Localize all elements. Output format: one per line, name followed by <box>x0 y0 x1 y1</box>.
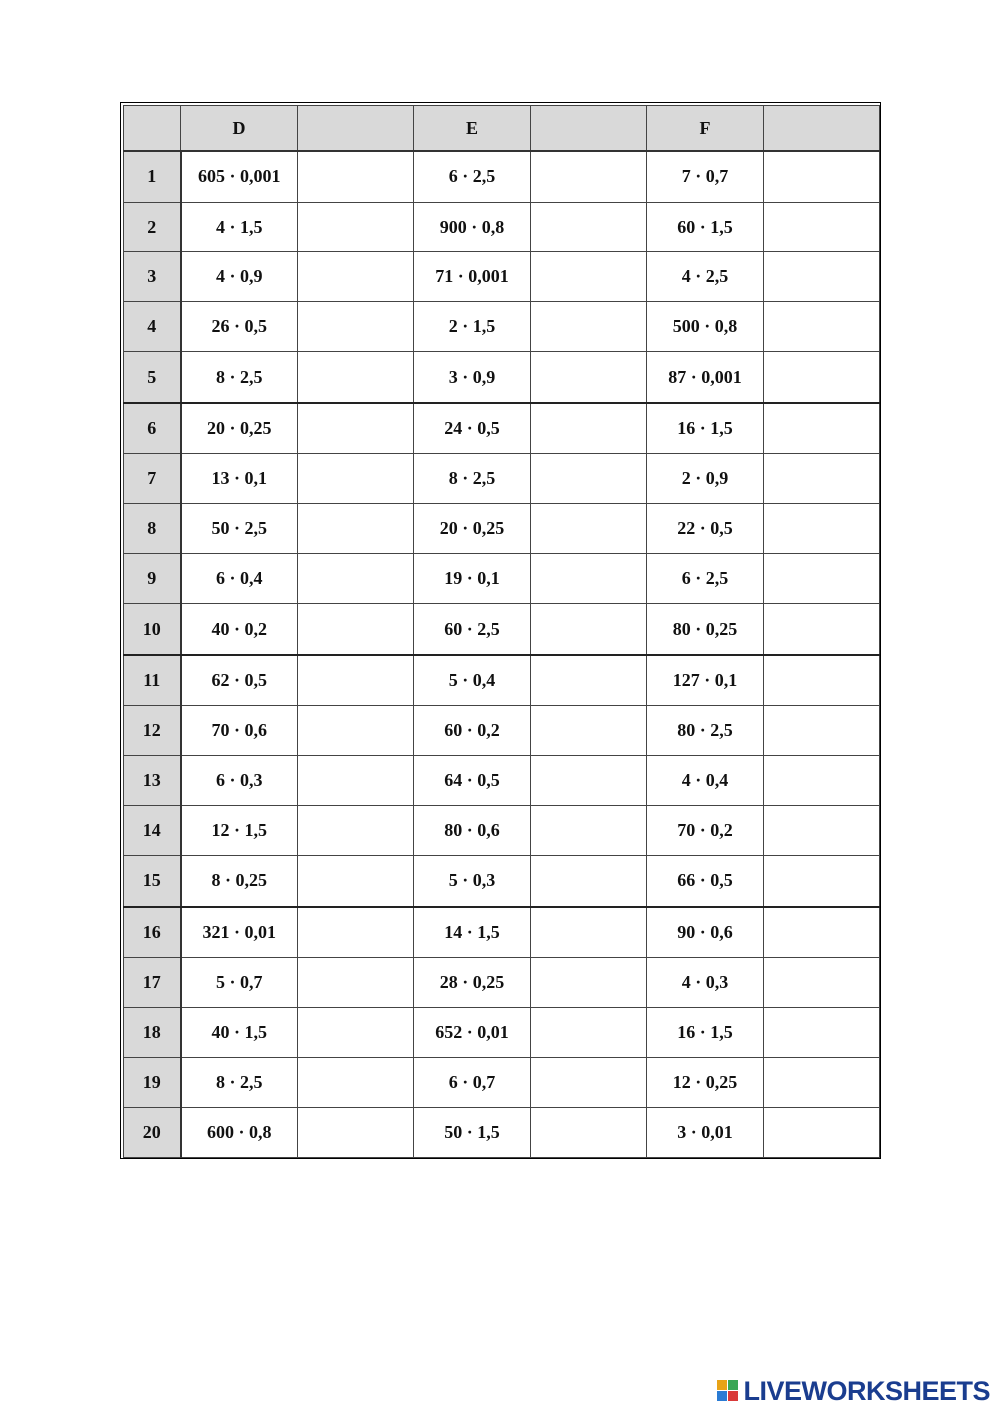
table-row <box>124 856 880 907</box>
expression-cell-f: 87 · 0,001 <box>647 352 764 403</box>
table-row <box>124 352 880 403</box>
answer-cell-e[interactable] <box>531 151 647 202</box>
expression-cell-e: 5 · 0,4 <box>414 655 531 706</box>
table-row <box>124 756 880 806</box>
answer-cell-d[interactable] <box>298 151 414 202</box>
header-corner <box>124 106 181 152</box>
liveworksheets-logo <box>717 1375 990 1407</box>
row-number: 1 <box>124 151 181 202</box>
answer-cell-d[interactable] <box>298 958 414 1008</box>
answer-cell-d[interactable] <box>298 252 414 302</box>
answer-cell-f[interactable] <box>764 403 880 454</box>
answer-cell-e[interactable] <box>531 352 647 403</box>
table-row <box>124 454 880 504</box>
column-header-d: D <box>181 106 298 152</box>
expression-cell-f: 2 · 0,9 <box>647 454 764 504</box>
expression-cell-d: 40 · 1,5 <box>181 1008 298 1058</box>
answer-cell-e[interactable] <box>531 706 647 756</box>
row-number: 7 <box>124 454 181 504</box>
answer-cell-f[interactable] <box>764 1058 880 1108</box>
answer-cell-d[interactable] <box>298 554 414 604</box>
expression-cell-e: 14 · 1,5 <box>414 907 531 958</box>
expression-cell-f: 16 · 1,5 <box>647 403 764 454</box>
expression-cell-f: 3 · 0,01 <box>647 1108 764 1158</box>
table-row <box>124 1108 880 1158</box>
column-header-f-answer <box>764 106 880 152</box>
row-number: 14 <box>124 806 181 856</box>
column-header-f: F <box>647 106 764 152</box>
table-row <box>124 151 880 202</box>
expression-cell-f: 6 · 2,5 <box>647 554 764 604</box>
answer-cell-e[interactable] <box>531 1008 647 1058</box>
row-number: 11 <box>124 655 181 706</box>
table-row <box>124 504 880 554</box>
answer-cell-e[interactable] <box>531 403 647 454</box>
expression-cell-d: 70 · 0,6 <box>181 706 298 756</box>
answer-cell-e[interactable] <box>531 856 647 907</box>
expression-cell-e: 8 · 2,5 <box>414 454 531 504</box>
expression-cell-d: 8 · 2,5 <box>181 352 298 403</box>
answer-cell-e[interactable] <box>531 252 647 302</box>
expression-cell-e: 60 · 2,5 <box>414 604 531 655</box>
expression-cell-d: 4 · 0,9 <box>181 252 298 302</box>
row-number: 13 <box>124 756 181 806</box>
expression-cell-d: 26 · 0,5 <box>181 302 298 352</box>
expression-cell-e: 60 · 0,2 <box>414 706 531 756</box>
expression-cell-d: 6 · 0,3 <box>181 756 298 806</box>
header-row <box>124 106 880 152</box>
row-number: 18 <box>124 1008 181 1058</box>
answer-cell-d[interactable] <box>298 604 414 655</box>
answer-cell-f[interactable] <box>764 856 880 907</box>
expression-cell-e: 28 · 0,25 <box>414 958 531 1008</box>
logo-square <box>728 1391 738 1401</box>
expression-cell-e: 71 · 0,001 <box>414 252 531 302</box>
row-number: 16 <box>124 907 181 958</box>
table-row <box>124 302 880 352</box>
answer-cell-e[interactable] <box>531 454 647 504</box>
answer-cell-e[interactable] <box>531 907 647 958</box>
row-number: 5 <box>124 352 181 403</box>
worksheet-table-frame <box>120 102 881 1159</box>
expression-cell-d: 5 · 0,7 <box>181 958 298 1008</box>
answer-cell-f[interactable] <box>764 352 880 403</box>
row-number: 4 <box>124 302 181 352</box>
expression-cell-f: 60 · 1,5 <box>647 202 764 252</box>
expression-cell-f: 4 · 0,3 <box>647 958 764 1008</box>
answer-cell-d[interactable] <box>298 655 414 706</box>
logo-square <box>717 1391 727 1401</box>
expression-cell-d: 321 · 0,01 <box>181 907 298 958</box>
expression-cell-f: 127 · 0,1 <box>647 655 764 706</box>
table-row <box>124 1058 880 1108</box>
expression-cell-f: 70 · 0,2 <box>647 806 764 856</box>
expression-cell-d: 8 · 0,25 <box>181 856 298 907</box>
answer-cell-f[interactable] <box>764 806 880 856</box>
expression-cell-e: 64 · 0,5 <box>414 756 531 806</box>
expression-cell-f: 4 · 0,4 <box>647 756 764 806</box>
answer-cell-e[interactable] <box>531 554 647 604</box>
answer-cell-d[interactable] <box>298 706 414 756</box>
expression-cell-d: 62 · 0,5 <box>181 655 298 706</box>
answer-cell-f[interactable] <box>764 454 880 504</box>
answer-cell-e[interactable] <box>531 1058 647 1108</box>
answer-cell-e[interactable] <box>531 504 647 554</box>
column-header-e-answer <box>531 106 647 152</box>
answer-cell-d[interactable] <box>298 302 414 352</box>
answer-cell-f[interactable] <box>764 504 880 554</box>
answer-cell-d[interactable] <box>298 403 414 454</box>
expression-cell-f: 16 · 1,5 <box>647 1008 764 1058</box>
expression-cell-f: 90 · 0,6 <box>647 907 764 958</box>
expression-cell-f: 80 · 0,25 <box>647 604 764 655</box>
expression-cell-e: 19 · 0,1 <box>414 554 531 604</box>
expression-cell-f: 80 · 2,5 <box>647 706 764 756</box>
answer-cell-e[interactable] <box>531 655 647 706</box>
multiplication-table <box>123 105 880 1158</box>
answer-cell-d[interactable] <box>298 352 414 403</box>
expression-cell-d: 40 · 0,2 <box>181 604 298 655</box>
column-header-d-answer <box>298 106 414 152</box>
answer-cell-e[interactable] <box>531 604 647 655</box>
table-row <box>124 706 880 756</box>
row-number: 9 <box>124 554 181 604</box>
answer-cell-f[interactable] <box>764 1008 880 1058</box>
logo-square <box>728 1380 738 1390</box>
expression-cell-e: 50 · 1,5 <box>414 1108 531 1158</box>
table-row <box>124 806 880 856</box>
row-number: 15 <box>124 856 181 907</box>
expression-cell-d: 13 · 0,1 <box>181 454 298 504</box>
answer-cell-e[interactable] <box>531 806 647 856</box>
expression-cell-f: 12 · 0,25 <box>647 1058 764 1108</box>
table-row <box>124 604 880 655</box>
answer-cell-f[interactable] <box>764 655 880 706</box>
row-number: 12 <box>124 706 181 756</box>
answer-cell-f[interactable] <box>764 151 880 202</box>
row-number: 17 <box>124 958 181 1008</box>
answer-cell-d[interactable] <box>298 756 414 806</box>
logo-square <box>717 1380 727 1390</box>
row-number: 10 <box>124 604 181 655</box>
answer-cell-f[interactable] <box>764 202 880 252</box>
table-row <box>124 554 880 604</box>
answer-cell-d[interactable] <box>298 856 414 907</box>
answer-cell-f[interactable] <box>764 302 880 352</box>
expression-cell-f: 7 · 0,7 <box>647 151 764 202</box>
row-number: 6 <box>124 403 181 454</box>
expression-cell-d: 600 · 0,8 <box>181 1108 298 1158</box>
table-row <box>124 655 880 706</box>
answer-cell-f[interactable] <box>764 252 880 302</box>
expression-cell-d: 4 · 1,5 <box>181 202 298 252</box>
answer-cell-d[interactable] <box>298 907 414 958</box>
answer-cell-d[interactable] <box>298 202 414 252</box>
table-row <box>124 958 880 1008</box>
answer-cell-d[interactable] <box>298 504 414 554</box>
expression-cell-e: 3 · 0,9 <box>414 352 531 403</box>
table-row <box>124 907 880 958</box>
answer-cell-d[interactable] <box>298 1008 414 1058</box>
expression-cell-d: 8 · 2,5 <box>181 1058 298 1108</box>
answer-cell-d[interactable] <box>298 1058 414 1108</box>
answer-cell-e[interactable] <box>531 202 647 252</box>
expression-cell-e: 24 · 0,5 <box>414 403 531 454</box>
column-header-e: E <box>414 106 531 152</box>
answer-cell-d[interactable] <box>298 1108 414 1158</box>
table-row <box>124 403 880 454</box>
answer-cell-e[interactable] <box>531 958 647 1008</box>
answer-cell-f[interactable] <box>764 958 880 1008</box>
logo-text: LIVEWORKSHEETS <box>743 1375 990 1406</box>
expression-cell-e: 900 · 0,8 <box>414 202 531 252</box>
expression-cell-e: 6 · 0,7 <box>414 1058 531 1108</box>
expression-cell-d: 605 · 0,001 <box>181 151 298 202</box>
row-number: 19 <box>124 1058 181 1108</box>
expression-cell-e: 20 · 0,25 <box>414 504 531 554</box>
expression-cell-d: 50 · 2,5 <box>181 504 298 554</box>
answer-cell-e[interactable] <box>531 1108 647 1158</box>
answer-cell-f[interactable] <box>764 706 880 756</box>
answer-cell-f[interactable] <box>764 756 880 806</box>
liveworksheets-logo-icon <box>717 1380 739 1402</box>
answer-cell-f[interactable] <box>764 1108 880 1158</box>
expression-cell-d: 20 · 0,25 <box>181 403 298 454</box>
row-number: 8 <box>124 504 181 554</box>
answer-cell-f[interactable] <box>764 907 880 958</box>
answer-cell-f[interactable] <box>764 554 880 604</box>
row-number: 20 <box>124 1108 181 1158</box>
expression-cell-d: 6 · 0,4 <box>181 554 298 604</box>
answer-cell-e[interactable] <box>531 756 647 806</box>
answer-cell-e[interactable] <box>531 302 647 352</box>
expression-cell-f: 500 · 0,8 <box>647 302 764 352</box>
expression-cell-d: 12 · 1,5 <box>181 806 298 856</box>
answer-cell-f[interactable] <box>764 604 880 655</box>
expression-cell-f: 22 · 0,5 <box>647 504 764 554</box>
expression-cell-e: 6 · 2,5 <box>414 151 531 202</box>
row-number: 2 <box>124 202 181 252</box>
table-row <box>124 1008 880 1058</box>
table-row <box>124 252 880 302</box>
expression-cell-f: 4 · 2,5 <box>647 252 764 302</box>
row-number: 3 <box>124 252 181 302</box>
expression-cell-f: 66 · 0,5 <box>647 856 764 907</box>
expression-cell-e: 652 · 0,01 <box>414 1008 531 1058</box>
answer-cell-d[interactable] <box>298 806 414 856</box>
expression-cell-e: 5 · 0,3 <box>414 856 531 907</box>
table-row <box>124 202 880 252</box>
expression-cell-e: 2 · 1,5 <box>414 302 531 352</box>
answer-cell-d[interactable] <box>298 454 414 504</box>
expression-cell-e: 80 · 0,6 <box>414 806 531 856</box>
